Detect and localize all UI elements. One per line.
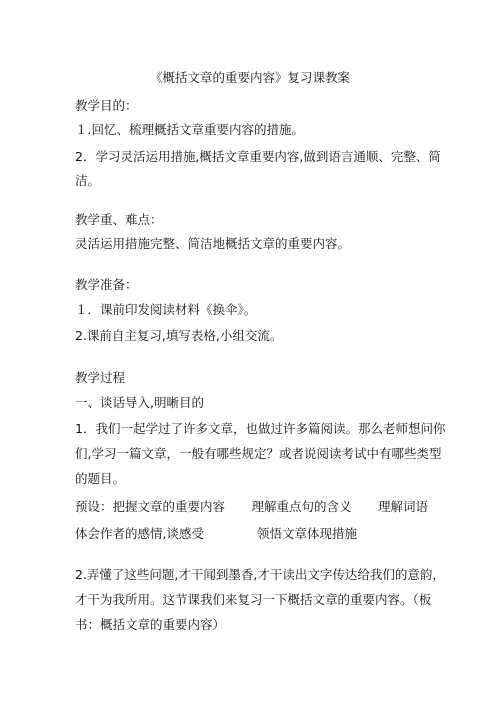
objective-item-2-line-1: 2．学习灵活运用措施,概括文章重要内容,做到语言通顺、完整、简 <box>75 149 441 164</box>
preparation-item-2: 2.课前自主复习,填写表格,小组交流。 <box>75 328 283 343</box>
preset-row-1 <box>75 499 428 515</box>
process-paragraph-2-line-2: 才干为我所用。这节课我们来复习一下概括文章的重要内容。（板 <box>75 592 432 607</box>
process-paragraph-2-line-3: 书：概括文章的重要内容） <box>75 617 226 632</box>
preset-row-2 <box>75 526 435 542</box>
document-title: 《概括文章的重要内容》复习课教案 <box>149 70 350 85</box>
objective-item-1: １.回忆、梳理概括文章重要内容的措施。 <box>75 122 304 137</box>
process-section-1: 一、谈话导入,明晰目的 <box>75 395 204 410</box>
key-points-heading: 教学重、难点： <box>75 212 163 227</box>
preset-item: 领悟文章体现措施 <box>257 526 358 541</box>
preset-item: 理解词语 <box>377 499 428 514</box>
process-heading: 教学过程 <box>75 370 126 385</box>
process-paragraph-2-line-1: 2.弄懂了这些问题,才干闻到墨香,才干读出文字传达给我们的意韵， <box>75 567 445 582</box>
process-paragraph-1-line-2: 们,学习一篇文章，一般有哪些规定？或者说阅读考试中有哪些类型 <box>75 446 442 461</box>
objective-item-2-line-2: 洁。 <box>75 173 101 188</box>
key-points-text: 灵活运用措施完整、简洁地概括文章的重要内容。 <box>75 236 351 251</box>
preset-item: 体会作者的感情,谈感受 <box>75 526 204 541</box>
preparation-item-1: １．课前印发阅读材料《换伞》。 <box>75 302 257 317</box>
objectives-heading: 教学目的： <box>75 98 138 113</box>
preparation-heading: 教学准备： <box>75 277 138 292</box>
process-paragraph-1-line-3: 的题目。 <box>75 471 126 486</box>
process-paragraph-1-line-1: 1．我们一起学过了许多文章，也做过许多篇阅读。那么老师想问你 <box>75 421 446 436</box>
preset-item: 预设：把握文章的重要内容 <box>75 499 226 514</box>
preset-item: 理解重点句的含义 <box>251 499 352 514</box>
